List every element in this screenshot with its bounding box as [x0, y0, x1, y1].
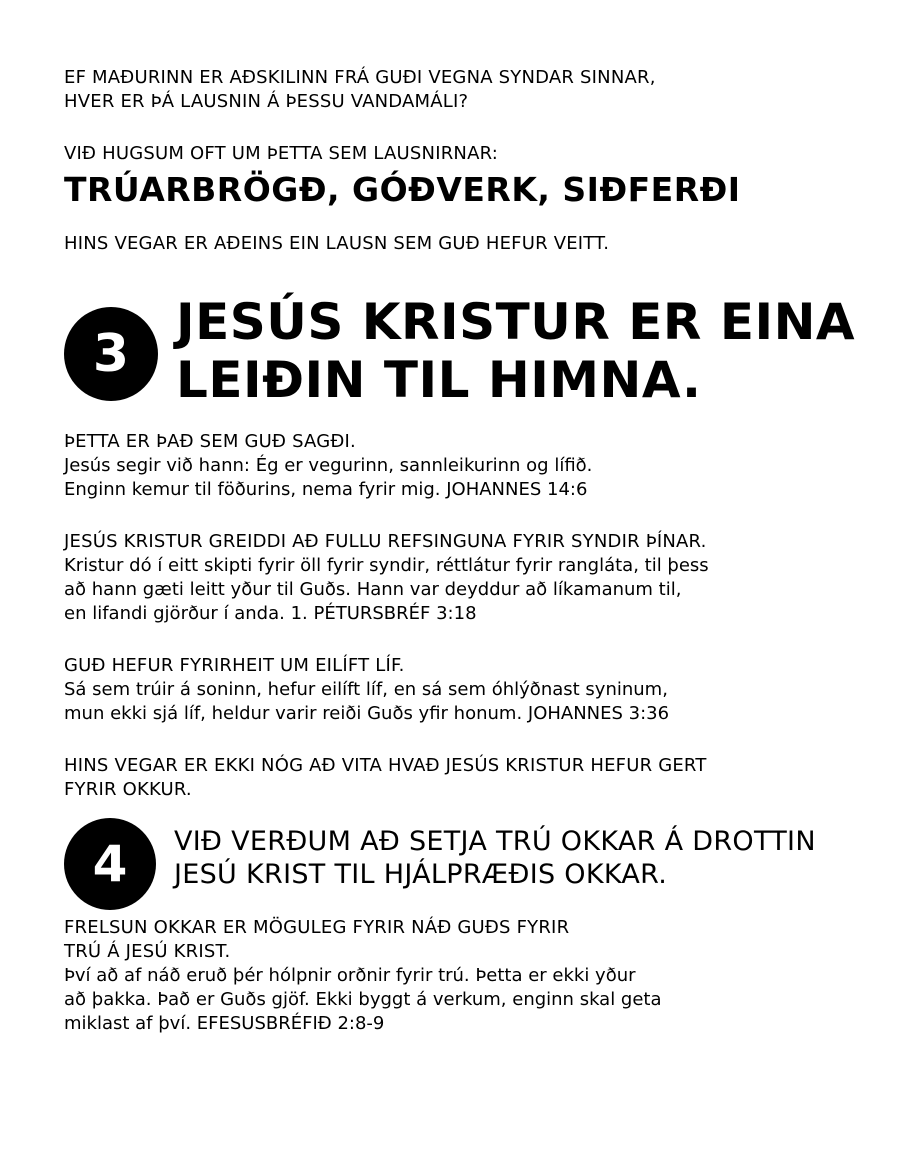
section-4-p1-heading-line-1: FRELSUN OKKAR ER MÖGULEG FYRIR NÁÐ GUÐS FYRIR [64, 917, 570, 938]
common-thoughts [64, 142, 864, 210]
thoughts-lead: VIÐ HUGSUM OFT UM ÞETTA SEM LAUSNIRNAR: [64, 143, 499, 164]
section-3-p2-line-2: að hann gæti leitt yður til Guðs. Hann var deyddur að líkamanum til, [64, 579, 682, 600]
intro-question [64, 66, 864, 114]
section-3-p2-line-1: Kristur dó í eitt skipti fyrir öll fyrir syndir, réttlátur fyrir rangláta, til þess [64, 555, 709, 576]
section-4-number-badge [64, 818, 156, 910]
section-3-p2-heading: JESÚS KRISTUR GREIDDI AÐ FULLU REFSINGUNA FYRIR SYNDIR ÞÍNAR. [64, 531, 707, 552]
section-3-p2-line-3: en lifandi gjörður í anda. 1. PÉTURSBRÉF 3:18 [64, 603, 477, 624]
section-3-p1-heading: ÞETTA ER ÞAÐ SEM GUÐ SAGÐI. [64, 431, 356, 452]
section-3-p1-line-2: Enginn kemur til föðurins, nema fyrir mig. JOHANNES 14:6 [64, 479, 588, 500]
section-3-p4-line-1: HINS VEGAR ER EKKI NÓG AÐ VITA HVAÐ JESÚS KRISTUR HEFUR GERT [64, 755, 707, 776]
section-4-p1-heading-line-2: TRÚ Á JESÚ KRIST. [64, 941, 231, 962]
section-3-paragraph-4 [64, 754, 864, 802]
section-3-number: 3 [92, 324, 130, 384]
section-4-p1-line-2: að þakka. Það er Guðs gjöf. Ekki byggt á verkum, enginn skal geta [64, 989, 662, 1010]
section-4-number: 4 [92, 835, 128, 893]
thoughts-emphasis: TRÚARBRÖGÐ, GÓÐVERK, SIÐFERÐI [64, 170, 741, 209]
intro-line-2: HVER ER ÞÁ LAUSNIN Á ÞESSU VANDAMÁLI? [64, 91, 469, 112]
section-3-paragraph-3 [64, 654, 864, 726]
section-3-p3-heading: GUÐ HEFUR FYRIRHEIT UM EILÍFT LÍF. [64, 655, 405, 676]
section-4-p1-line-3: miklast af því. EFESUSBRÉFIÐ 2:8-9 [64, 1013, 385, 1034]
section-3-p3-line-1: Sá sem trúir á soninn, hefur eilíft líf, en sá sem óhlýðnast syninum, [64, 679, 668, 700]
section-3-title-line-1: JESÚS KRISTUR ER EINA [176, 293, 856, 351]
section-3-number-badge [64, 307, 158, 401]
section-4-p1-line-1: Því að af náð eruð þér hólpnir orðnir fyrir trú. Þetta er ekki yður [64, 965, 636, 986]
section-3-p3-line-2: mun ekki sjá líf, heldur varir reiði Guðs yfir honum. JOHANNES 3:36 [64, 703, 670, 724]
section-3-paragraph-1 [64, 430, 864, 502]
section-4-paragraph-1 [64, 916, 864, 1036]
however-text: HINS VEGAR ER AÐEINS EIN LAUSN SEM GUÐ HEFUR VEITT. [64, 233, 610, 254]
section-4-title-line-1: VIÐ VERÐUM AÐ SETJA TRÚ OKKAR Á DROTTIN [174, 826, 816, 857]
section-4-title-line-2: JESÚ KRIST TIL HJÁLPRÆÐIS OKKAR. [174, 859, 668, 890]
section-3-paragraph-2 [64, 530, 864, 626]
however-statement [64, 232, 864, 256]
section-3-p4-line-2: FYRIR OKKUR. [64, 779, 192, 800]
section-3-title-line-2: LEIÐIN TIL HIMNA. [176, 351, 702, 409]
section-3-p1-line-1: Jesús segir við hann: Ég er vegurinn, sannleikurinn og lífið. [64, 455, 593, 476]
intro-line-1: EF MAÐURINN ER AÐSKILINN FRÁ GUÐI VEGNA SYNDAR SINNAR, [64, 67, 656, 88]
